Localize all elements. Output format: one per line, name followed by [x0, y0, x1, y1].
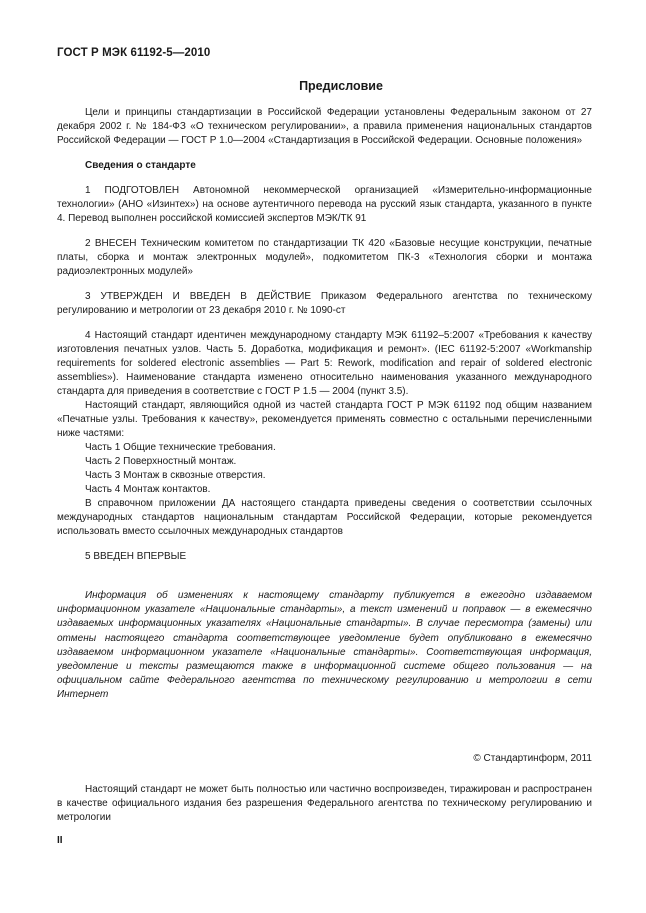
part-item: Часть 2 Поверхностный монтаж.: [85, 456, 237, 467]
intro-paragraph: Цели и принципы стандартизации в Российской Федерации установлены Федеральным законом от 27 декабря 2002 г. № 184-ФЗ «О техническом регулировании», а правила применения национальных стандартов Российской Федерации — ГОСТ Р 1.0—2004 «Стандартизация в Российской Федерации. Основные положения»: [57, 107, 592, 146]
copyright: © Стандартинформ, 2011: [473, 753, 592, 764]
document-body: [57, 106, 592, 564]
item-series: Настоящий стандарт, являющийся одной из частей стандарта ГОСТ Р МЭК 61192 под общим названием «Печатные узлы. Требования к качеству», рекомендуется применять совместно с остальными перечисленными ниже частями:: [57, 400, 592, 439]
standard-header: ГОСТ Р МЭК 61192-5—2010: [57, 47, 211, 59]
section-heading: Сведения о стандарте: [85, 160, 196, 171]
part-item: Часть 4 Монтаж контактов.: [85, 484, 211, 495]
item-prepared: 1 ПОДГОТОВЛЕН Автономной некоммерческой организацией «Измерительно-информационные технологии» (АНО «Изинтех») на основе аутентичного перевода на русский язык стандарта, указанного в пункте 4. Перевод выполнен российской комиссией экспертов МЭК/ТК 91: [57, 185, 592, 224]
part-item: Часть 3 Монтаж в сквозные отверстия.: [85, 470, 266, 481]
item-approved: 3 УТВЕРЖДЕН И ВВЕДЕН В ДЕЙСТВИЕ Приказом Федерального агентства по техническому регулированию и метрологии от 23 декабря 2010 г. № 1090-ст: [57, 291, 592, 316]
item-appendix: В справочном приложении ДА настоящего стандарта приведены сведения о соответствии ссылочных международных стандартов национальным стандартам Российской Федерации, которые рекомендуется использовать вместо ссылочных международных стандартов: [57, 498, 592, 537]
item-introduced: 2 ВНЕСЕН Техническим комитетом по стандартизации ТК 420 «Базовые несущие конструкции, печатные платы, сборка и монтаж электронных модулей», подкомитетом ПК-3 «Технология сборки и монтажа радиоэлектронных модулей»: [57, 238, 592, 277]
page-title: Предисловие: [299, 79, 383, 93]
reproduction-notice: Настоящий стандарт не может быть полностью или частично воспроизведен, тиражирован и распространен в качестве официального издания без разрешения Федерального агентства по техническому регулированию и метрологии: [57, 784, 592, 823]
item-first-introduced: 5 ВВЕДЕН ВПЕРВЫЕ: [85, 551, 187, 562]
page-number: II: [57, 835, 63, 846]
item-identical: 4 Настоящий стандарт идентичен международному стандарту МЭК 61192–5:2007 «Требования к качеству изготовления печатных узлов. Часть 5. Доработка, модификация и ремонт». (IEC 61192-5:2007 «Workmanship requirements for soldered electronic assemblies — Part 5: Rework, modification and repair of soldered electronic assemblies»). Наименование стандарта изменено относительно наименования указанного международного стандарта для приведения в соответствие с ГОСТ Р 1.5 — 2004 (пункт 3.5).: [57, 330, 592, 397]
part-item: Часть 1 Общие технические требования.: [85, 442, 276, 453]
changes-notice: Информация об изменениях к настоящему стандарту публикуется в ежегодно издаваемом информационном указателе «Национальные стандарты», а текст изменений и поправок — в ежемесячно издаваемых информационных указателях «Национальные стандарты». В случае пересмотра (замены) или отмены настоящего стандарта соответствующее уведомление будет опубликовано в ежемесячно издаваемом информационном указателе «Национальные стандарты». Соответствующая информация, уведомление и тексты размещаются также в информационной системе общего пользования — на официальном сайте Федерального агентства по техническому регулированию и метрологии в сети Интернет: [57, 590, 592, 701]
